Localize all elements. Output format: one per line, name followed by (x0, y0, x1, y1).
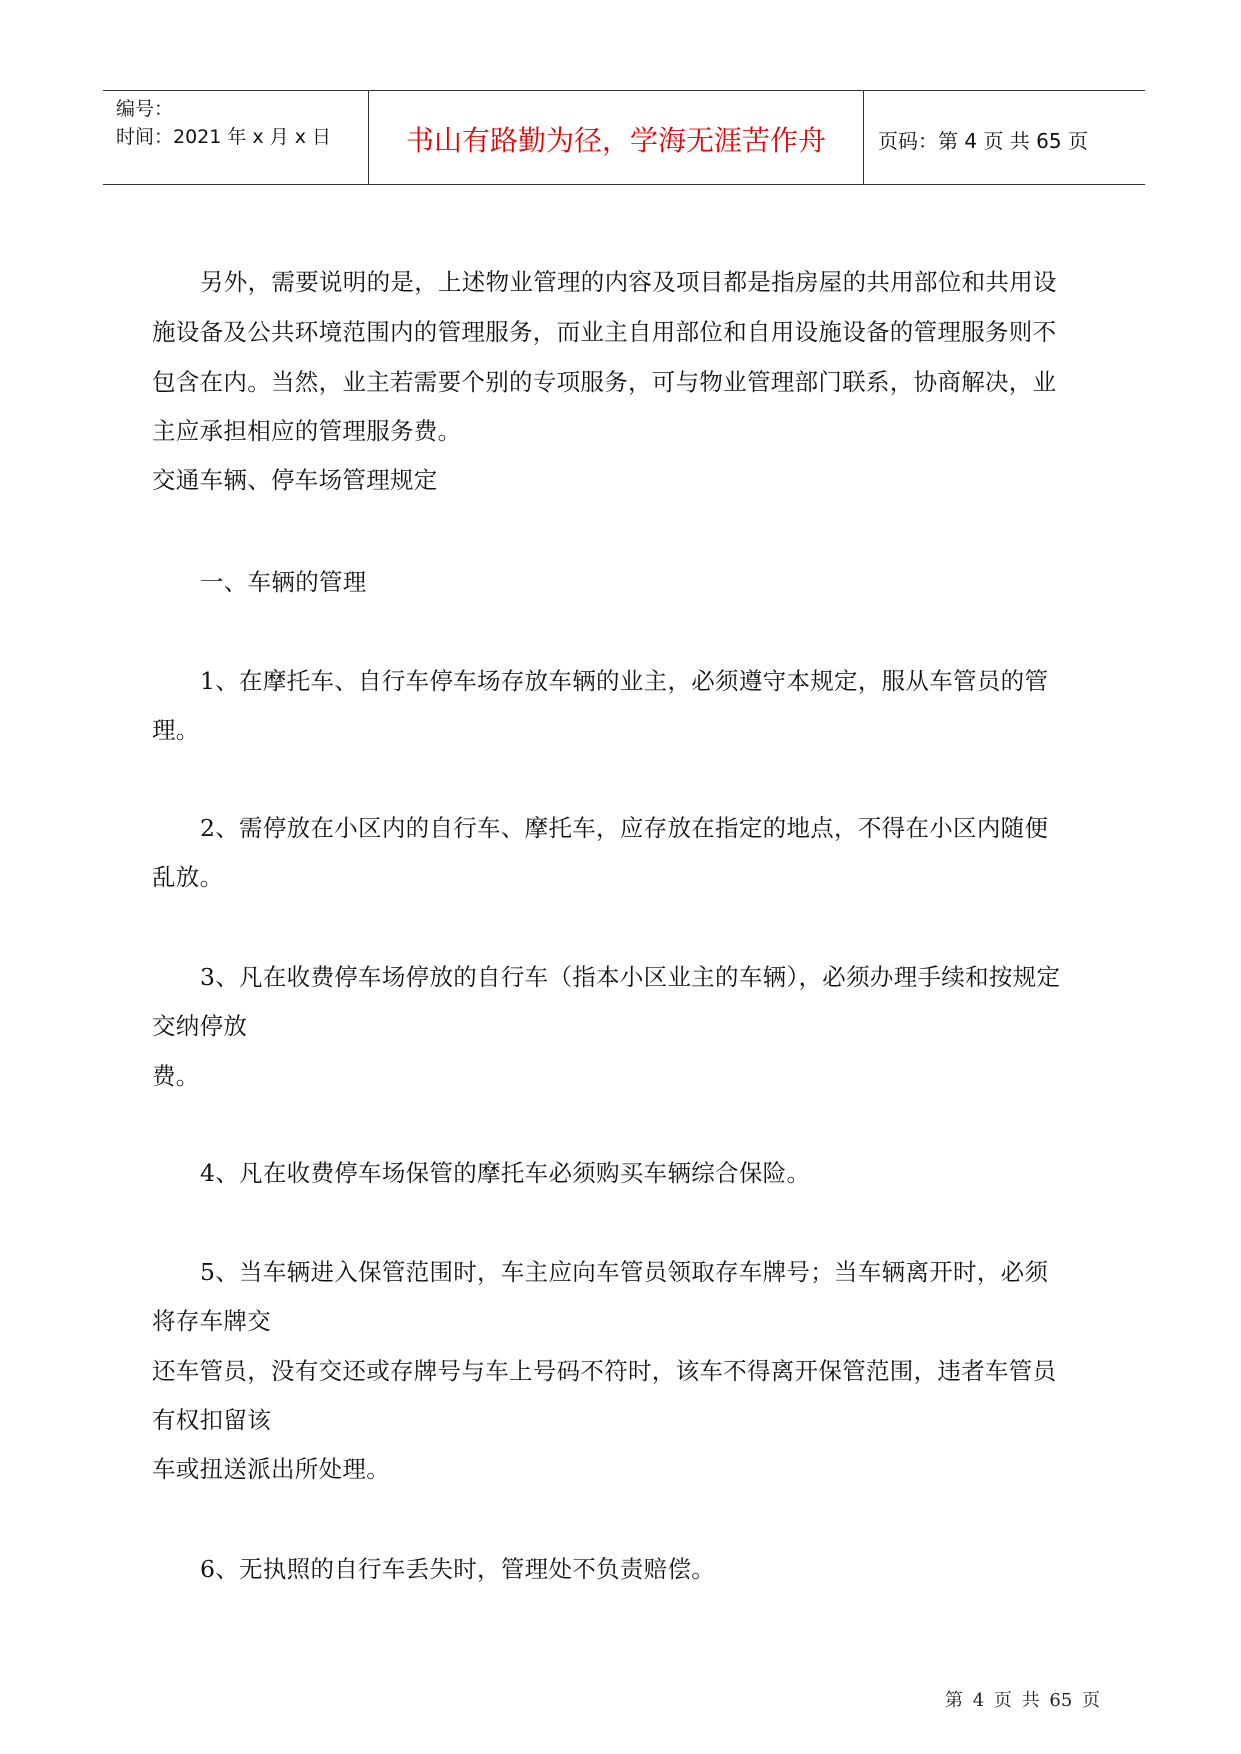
document-title: 交通车辆、停车场管理规定 (152, 466, 438, 494)
rule-item-line: 还车管员，没有交还或存牌号与车上号码不符时，该车不得离开保管范围，违者车管员 (152, 1357, 1057, 1385)
rule-item-line: 6、无执照的自行车丢失时，管理处不负责赔偿。 (200, 1555, 716, 1583)
motto-text: 书山有路勤为径，学海无涯苦作舟 (405, 124, 826, 157)
rule-item-line: 将存车牌交 (152, 1307, 271, 1335)
document-header (103, 90, 1145, 185)
section-heading: 一、车辆的管理 (200, 568, 367, 596)
header-motto-cell (369, 91, 864, 184)
number-label: 编号： (116, 98, 174, 120)
rule-item-line: 交纳停放 (152, 1012, 248, 1040)
time-label: 时间：2021 年 x 月 x 日 (116, 126, 332, 148)
header-meta-cell (103, 91, 369, 184)
rule-item-line: 4、凡在收费停车场保管的摩托车必须购买车辆综合保险。 (200, 1159, 811, 1187)
rule-item-line: 理。 (152, 716, 200, 744)
rule-item-line: 车或扭送派出所处理。 (152, 1455, 390, 1483)
header-page-cell (864, 91, 1145, 184)
intro-paragraph-line: 另外，需要说明的是，上述物业管理的内容及项目都是指房屋的共用部位和共用设 (200, 268, 1057, 296)
intro-paragraph-line: 包含在内。当然，业主若需要个别的专项服务，可与物业管理部门联系，协商解决，业 (152, 368, 1057, 396)
intro-paragraph-line: 施设备及公共环境范围内的管理服务，而业主自用部位和自用设施设备的管理服务则不 (152, 318, 1057, 346)
rule-item-line: 费。 (152, 1062, 200, 1090)
rule-item-line: 乱放。 (152, 863, 224, 891)
intro-paragraph-line: 主应承担相应的管理服务费。 (152, 417, 462, 445)
rule-item-line: 2、需停放在小区内的自行车、摩托车，应存放在指定的地点，不得在小区内随便 (200, 814, 1049, 842)
page-info: 页码：第 4 页 共 65 页 (878, 129, 1088, 153)
rule-item-line: 有权扣留该 (152, 1406, 271, 1434)
rule-item-line: 5、当车辆进入保管范围时，车主应向车管员领取存车牌号；当车辆离开时，必须 (200, 1258, 1049, 1286)
page-footer: 第 4 页 共 65 页 (945, 1690, 1100, 1711)
rule-item-line: 1、在摩托车、自行车停车场存放车辆的业主，必须遵守本规定，服从车管员的管 (200, 667, 1049, 695)
rule-item-line: 3、凡在收费停车场停放的自行车（指本小区业主的车辆），必须办理手续和按规定 (200, 963, 1061, 991)
